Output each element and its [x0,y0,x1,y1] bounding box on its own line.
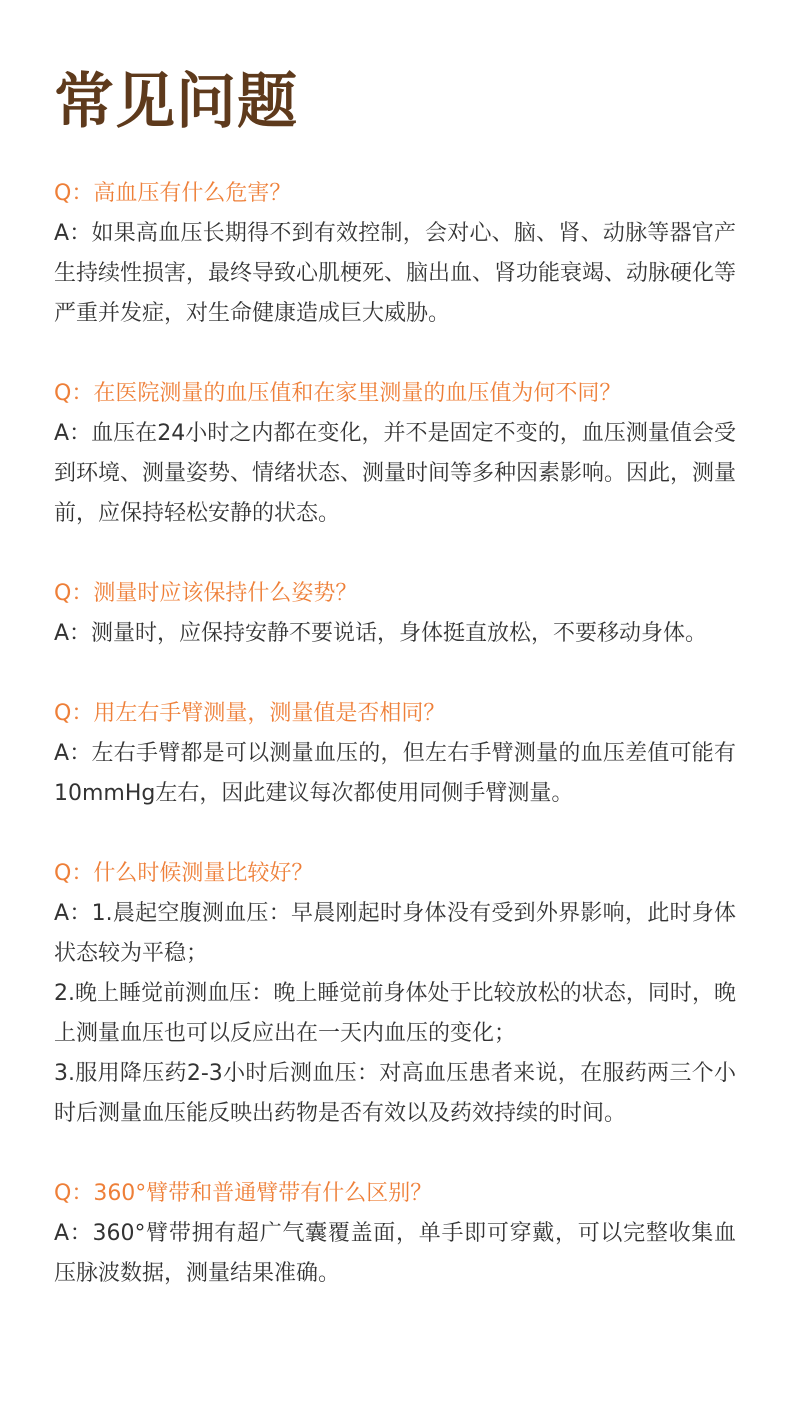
faq-answer: A：1.晨起空腹测血压：早晨刚起时身体没有受到外界影响，此时身体状态较为平稳； [54,901,736,966]
faq-item [54,174,736,334]
faq-question: Q：360°臂带和普通臂带有什么区别？ [54,1181,433,1206]
faq-item [54,694,736,814]
faq-answer: 3.服用降压药2-3小时后测血压：对高血压患者来说，在服药两三个小时后测量血压能反映出药物是否有效以及药效持续的时间。 [54,1061,736,1126]
faq-answer: A：血压在24小时之内都在变化，并不是固定不变的，血压测量值会受到环境、测量姿势、情绪状态、测量时间等多种因素影响。因此，测量前，应保持轻松安静的状态。 [54,421,737,526]
faq-question: Q：用左右手臂测量，测量值是否相同？ [54,701,446,726]
faq-answer: 2.晚上睡觉前测血压：晚上睡觉前身体处于比较放松的状态，同时，晚上测量血压也可以反应出在一天内血压的变化； [54,981,736,1046]
faq-item [54,374,736,534]
page-title: 常见问题 [54,67,298,137]
faq-question: Q：高血压有什么危害？ [54,181,292,206]
faq-answer: A：左右手臂都是可以测量血压的，但左右手臂测量的血压差值可能有10mmHg左右，因此建议每次都使用同侧手臂测量。 [54,741,736,806]
faq-question: Q：什么时候测量比较好？ [54,861,314,886]
faq-item [54,574,736,654]
faq-item [54,854,736,1134]
faq-question: Q：在医院测量的血压值和在家里测量的血压值为何不同？ [54,381,622,406]
faq-item [54,1174,736,1294]
faq-answer: A：如果高血压长期得不到有效控制，会对心、脑、肾、动脉等器官产生持续性损害，最终导致心肌梗死、脑出血、肾功能衰竭、动脉硬化等严重并发症，对生命健康造成巨大威胁。 [54,221,737,326]
faq-question: Q：测量时应该保持什么姿势？ [54,581,358,606]
faq-list [54,174,736,1294]
faq-answer: A：360°臂带拥有超广气囊覆盖面，单手即可穿戴，可以完整收集血压脉波数据，测量结果准确。 [54,1221,736,1286]
faq-answer: A：测量时，应保持安静不要说话，身体挺直放松，不要移动身体。 [54,621,708,646]
